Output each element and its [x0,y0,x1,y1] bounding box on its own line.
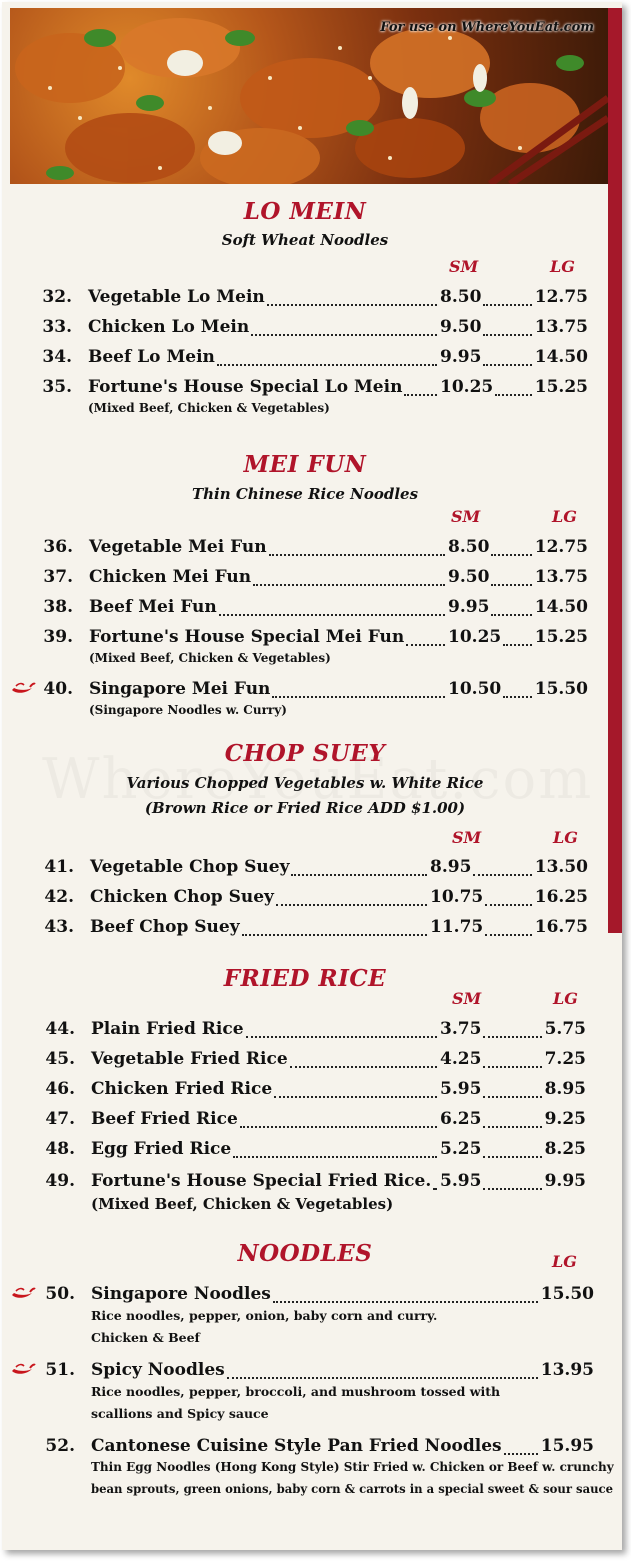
dot-leader [483,1126,541,1128]
col-header-lg: LG [550,257,575,276]
item-name: Singapore Noodles [91,1284,271,1304]
item-name: Chicken Mei Fun [89,567,252,587]
item-number: 44. [45,1019,75,1039]
col-header-lg: LG [553,989,578,1008]
item-number: 38. [43,597,73,617]
price-large: 15.95 [540,1436,594,1456]
price-large: 5.75 [544,1019,586,1039]
price-small: 8.50 [448,537,490,557]
col-header-lg: LG [553,828,578,847]
price-small: 10.50 [448,679,502,699]
item-number: 42. [44,887,74,907]
item-name: Fortune's House Special Fried Rice. [91,1171,432,1191]
price-small: 9.50 [440,317,482,337]
price-large: 12.75 [534,287,588,307]
item-note: (Mixed Beef, Chicken & Vegetables) [88,401,330,415]
lo-mein-subtitle: Soft Wheat Noodles [221,231,389,249]
item-note: (Singapore Noodles w. Curry) [89,703,287,717]
dot-leader [483,1096,541,1098]
dot-leader [491,554,531,556]
price-large: 9.25 [544,1109,586,1129]
item-note-2: bean sprouts, green onions, baby corn & carrots in a special sweet & sour sauce [91,1482,614,1496]
fried-rice-title: FRIED RICE [223,965,387,992]
dot-leader [473,874,531,876]
item-name: Fortune's House Special Mei Fun [89,627,405,647]
price-large: 15.25 [534,627,588,647]
item-name: Cantonese Cuisine Style Pan Fried Noodles [91,1436,502,1456]
price-large: 8.95 [544,1079,586,1099]
item-number: 33. [42,317,72,337]
item-name: Fortune's House Special Lo Mein [88,377,403,397]
item-name: Chicken Lo Mein [88,317,250,337]
price-small: 9.50 [448,567,490,587]
col-header-sm: SM [452,828,482,847]
item-name: Vegetable Lo Mein [88,287,265,307]
item-name: Spicy Noodles [91,1360,225,1380]
dot-leader [406,644,445,646]
dot-leader [269,554,445,556]
price-small: 4.25 [440,1049,482,1069]
chop-suey-subtitle: Various Chopped Vegetables w. White Rice [126,774,484,792]
col-header-sm: SM [449,257,479,276]
dot-leader [253,584,445,586]
col-header-sm: SM [452,989,482,1008]
item-name: Singapore Mei Fun [89,679,271,699]
dot-leader [274,1096,437,1098]
price-large: 16.75 [534,917,588,937]
chop-suey-subtitle-note: (Brown Rice or Fried Rice ADD $1.00) [144,799,466,817]
mei-fun-title: MEI FUN [243,451,367,478]
price-large: 15.50 [534,679,588,699]
item-note: Thin Egg Noodles (Hong Kong Style) Stir Fried w. Chicken or Beef w. crunchy [91,1460,614,1474]
dot-leader [483,1156,541,1158]
price-large: 7.25 [544,1049,586,1069]
price-small: 5.95 [440,1171,482,1191]
dot-leader [495,394,532,396]
item-name: Beef Mei Fun [89,597,217,617]
watermark-text: For use on WhereYouEat.com [380,20,594,35]
price-small: 9.95 [448,597,490,617]
item-number: 52. [45,1436,75,1456]
dot-leader [483,334,531,336]
price-large: 14.50 [534,347,588,367]
item-name: Vegetable Mei Fun [89,537,267,557]
item-name: Vegetable Fried Rice [91,1049,288,1069]
dot-leader [227,1377,538,1379]
item-note: Rice noodles, pepper, onion, baby corn and curry. [91,1308,438,1323]
item-number: 47. [45,1109,75,1129]
price-small: 10.75 [430,887,484,907]
item-name: Chicken Fried Rice [91,1079,273,1099]
price-small: 3.75 [440,1019,482,1039]
item-number: 40. [43,679,73,699]
dot-leader [217,364,437,366]
dot-leader [491,584,531,586]
item-note: (Mixed Beef, Chicken & Vegetables) [91,1195,394,1213]
price-small: 11.75 [430,917,484,937]
price-large: 15.50 [540,1284,594,1304]
price-large: 15.25 [534,377,588,397]
price-large: 12.75 [534,537,588,557]
dot-leader [503,696,532,698]
dot-leader [240,1126,437,1128]
price-small: 6.25 [440,1109,482,1129]
chop-suey-title: CHOP SUEY [224,740,386,767]
dot-leader [276,904,427,906]
price-small: 10.25 [448,627,502,647]
col-header-lg: LG [552,507,577,526]
item-number: 36. [43,537,73,557]
item-note-2: Chicken & Beef [91,1330,200,1345]
price-small: 10.25 [440,377,494,397]
col-header-lg: LG [552,1252,577,1271]
dot-leader [483,364,531,366]
noodles-title: NOODLES [237,1240,373,1267]
dot-leader [485,934,532,936]
lo-mein-title: LO MEIN [243,198,367,225]
dot-leader [503,644,532,646]
dot-leader [242,934,427,936]
dot-leader [291,874,427,876]
price-small: 9.95 [440,347,482,367]
dot-leader [483,1066,541,1068]
dot-leader [433,1188,437,1190]
item-number: 43. [44,917,74,937]
item-name: Plain Fried Rice [91,1019,244,1039]
price-small: 5.25 [440,1139,482,1159]
item-number: 35. [42,377,72,397]
dot-leader [504,1453,538,1455]
dot-leader [273,1301,538,1303]
price-small: 5.95 [440,1079,482,1099]
item-number: 49. [45,1171,75,1191]
item-name: Beef Fried Rice [91,1109,238,1129]
item-number: 39. [43,627,73,647]
price-large: 8.25 [544,1139,586,1159]
price-small: 8.95 [430,857,472,877]
dot-leader [483,1188,541,1190]
dot-leader [483,304,531,306]
price-large: 9.95 [544,1171,586,1191]
price-large: 13.75 [534,567,588,587]
item-note: (Mixed Beef, Chicken & Vegetables) [89,651,331,665]
red-side-strip [608,8,622,933]
item-name: Egg Fried Rice [91,1139,232,1159]
dot-leader [485,904,532,906]
dot-leader [267,304,437,306]
item-name: Chicken Chop Suey [90,887,274,907]
dot-leader [251,334,437,336]
item-number: 51. [45,1360,75,1380]
dot-leader [246,1036,437,1038]
item-number: 41. [44,857,74,877]
price-small: 8.50 [440,287,482,307]
price-large: 16.25 [534,887,588,907]
dot-leader [483,1036,541,1038]
item-name: Beef Lo Mein [88,347,215,367]
item-note-2: scallions and Spicy sauce [91,1406,269,1421]
price-large: 14.50 [534,597,588,617]
item-number: 45. [45,1049,75,1069]
item-number: 32. [42,287,72,307]
dot-leader [404,394,437,396]
price-large: 13.75 [534,317,588,337]
dot-leader [233,1156,437,1158]
dot-leader [272,696,445,698]
item-number: 37. [43,567,73,587]
item-note: Rice noodles, pepper, broccoli, and mushroom tossed with [91,1384,501,1399]
menu-page [2,2,622,1550]
food-photo [10,8,608,184]
item-number: 34. [42,347,72,367]
col-header-sm: SM [451,507,481,526]
item-name: Vegetable Chop Suey [90,857,290,877]
item-number: 46. [45,1079,75,1099]
item-number: 48. [45,1139,75,1159]
dot-leader [290,1066,437,1068]
item-number: 50. [45,1284,75,1304]
price-large: 13.50 [534,857,588,877]
dot-leader [491,614,531,616]
mei-fun-subtitle: Thin Chinese Rice Noodles [191,485,419,503]
item-name: Beef Chop Suey [90,917,240,937]
dot-leader [219,614,445,616]
price-large: 13.95 [540,1360,594,1380]
